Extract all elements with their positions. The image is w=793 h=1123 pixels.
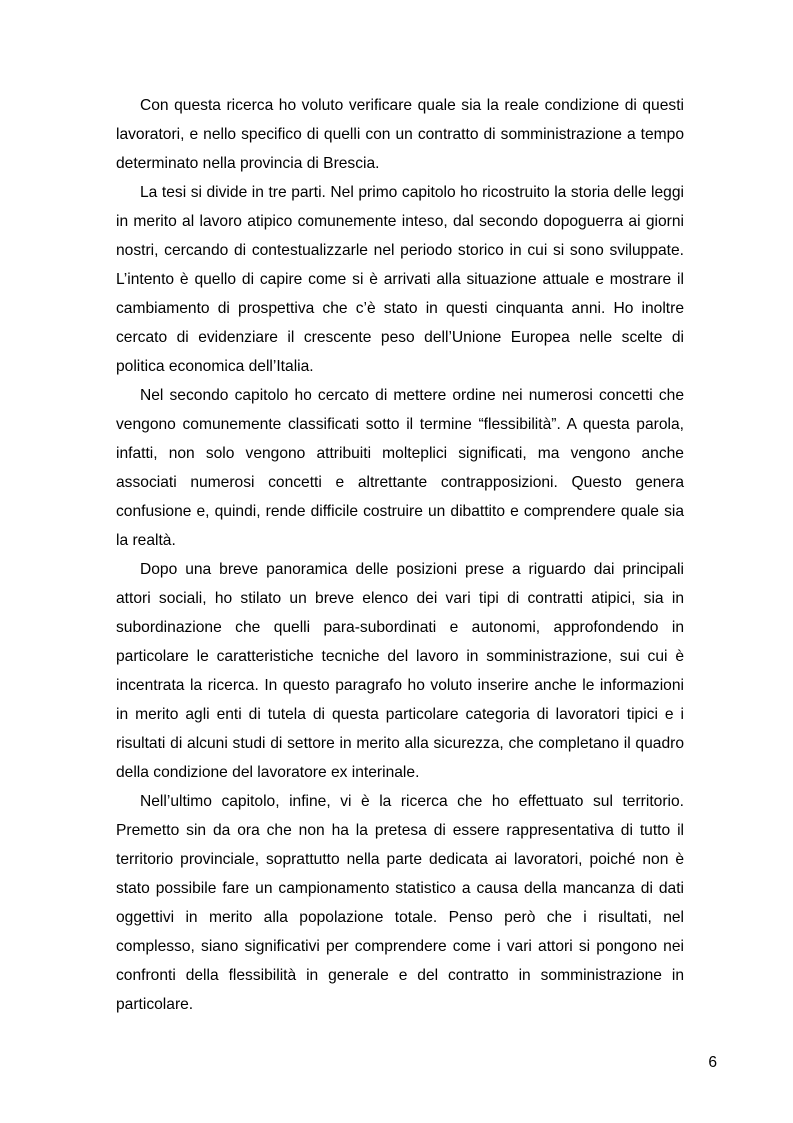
paragraph-2: La tesi si divide in tre parti. Nel primo capitolo ho ricostruito la storia delle leggi in merito al lavoro atipico comunemente inteso, dal secondo dopoguerra ai giorni nostri, cercando di contestualizzarle nel periodo storico in cui si sono sviluppate. L’intento è quello di capire come si è arrivati alla situazione attuale e mostrare il cambiamento di prospettiva che c’è stato in questi cinquanta anni. Ho inoltre cercato di evidenziare il crescente peso dell’Unione Europea nelle scelte di politica economica dell’Italia. [116,184,684,375]
page-number: 6 [708,1054,717,1071]
paragraph-3: Nel secondo capitolo ho cercato di mettere ordine nei numerosi concetti che vengono comunemente classificati sotto il termine “flessibilità”. A questa parola, infatti, non solo vengono attribuiti molteplici significati, ma vengono anche associati numerosi concetti e altrettante contrapposizioni. Questo genera confusione e, quindi, rende difficile costruire un dibattito e comprendere quale sia la realtà. [116,387,684,549]
paragraph-1: Con questa ricerca ho voluto verificare quale sia la reale condizione di questi lavoratori, e nello specifico di quelli con un contratto di somministrazione a tempo determinato nella provincia di Brescia. [116,97,684,172]
paragraph-4: Dopo una breve panoramica delle posizioni prese a riguardo dai principali attori sociali, ho stilato un breve elenco dei vari tipi di contratti atipici, sia in subordinazione che quelli para-subordinati e autonomi, approfondendo in particolare le caratteristiche tecniche del lavoro in somministrazione, sui cui è incentrata la ricerca. In questo paragrafo ho voluto inserire anche le informazioni in merito agli enti di tutela di questa particolare categoria di lavoratori tipici e i risultati di alcuni studi di settore in merito alla sicurezza, che completano il quadro della condizione del lavoratore ex interinale. [116,561,684,781]
paragraph-5: Nell’ultimo capitolo, infine, vi è la ricerca che ho effettuato sul territorio. Premetto sin da ora che non ha la pretesa di essere rappresentativa di tutto il territorio provinciale, soprattutto nella parte dedicata ai lavoratori, poiché non è stato possibile fare un campionamento statistico a causa della mancanza di dati oggettivi in merito alla popolazione totale. Penso però che i risultati, nel complesso, siano significativi per comprendere come i vari attori si pongono nei confronti della flessibilità in generale e del contratto in somministrazione in particolare. [116,793,684,1013]
body-text [116,91,684,1019]
